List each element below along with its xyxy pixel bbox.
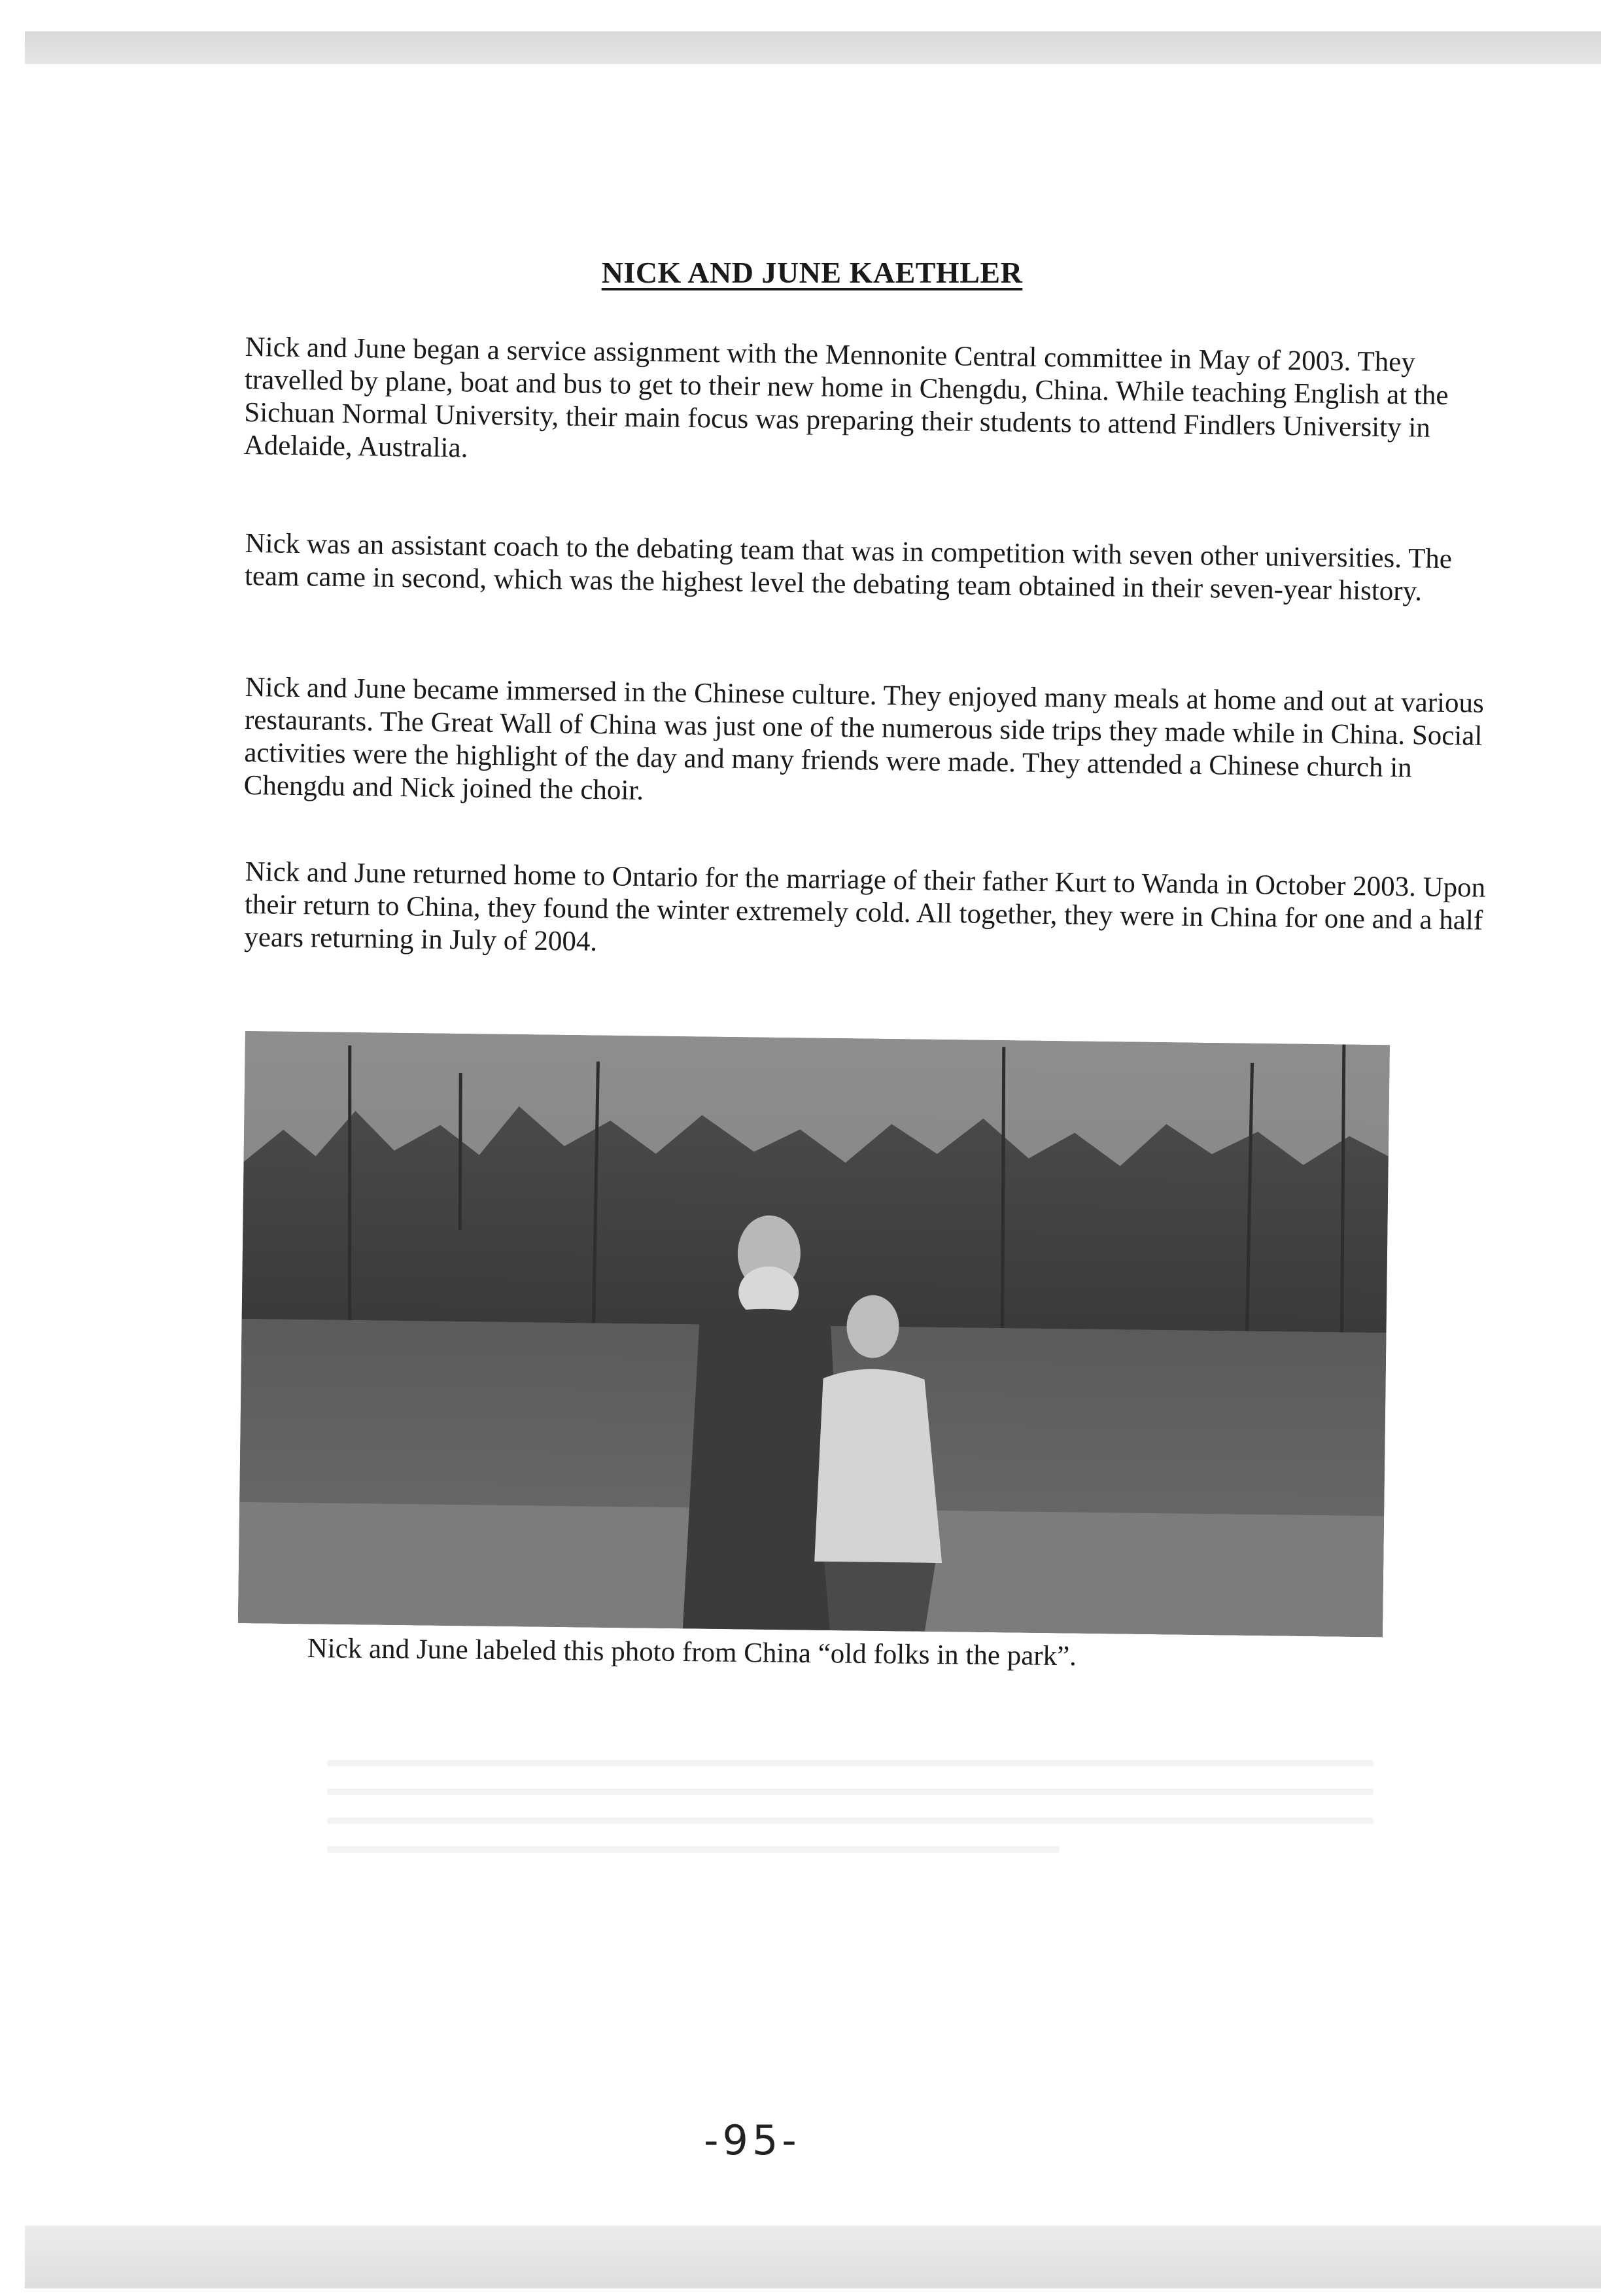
paragraph-service-assignment: Nick and June began a service assignment with the Mennonite Central committee in May of 2003. They travelled by plane, boat and bus to get to their new home in Chengdu, China. While teaching English at the Sichuan Normal University, their main focus was preparing their students to attend Findlers University in Adelaide, Australia. (243, 331, 1449, 464)
scan-edge-bottom (25, 2226, 1601, 2288)
scan-edge-top (25, 31, 1601, 64)
bleed-through-text (327, 1760, 1373, 1891)
paragraph-return-home: Nick and June returned home to Ontario for the marriage of their father Kurt to Wanda in October 2003. Upon their return to China, they found the winter extremely cold. All together, they were in China for one and a half years returning in July of 2004. (244, 856, 1486, 958)
page-number: -95- (704, 2116, 801, 2164)
photo-illustration (238, 1031, 1390, 1637)
paragraph-chinese-culture: Nick and June became immersed in the Chinese culture. They enjoyed many meals at home and out at various restaurants. The Great Wall of China was just one of the numerous side trips they made while in China. Social activities were the highlight of the day and many friends were made. They attended a Chinese church in Chengdu and Nick joined the choir. (243, 671, 1485, 806)
paragraph-debating-team: Nick was an assistant coach to the debating team that was in competition with seven other universities. The team came in second, which was the highest level the debating team obtained in their seven-year history. (244, 527, 1453, 607)
photo-old-folks-in-park (238, 1031, 1390, 1637)
page-title: NICK AND JUNE KAETHLER (601, 256, 1023, 289)
photo-caption: Nick and June labeled this photo from China “old folks in the park”. (307, 1633, 1077, 1672)
